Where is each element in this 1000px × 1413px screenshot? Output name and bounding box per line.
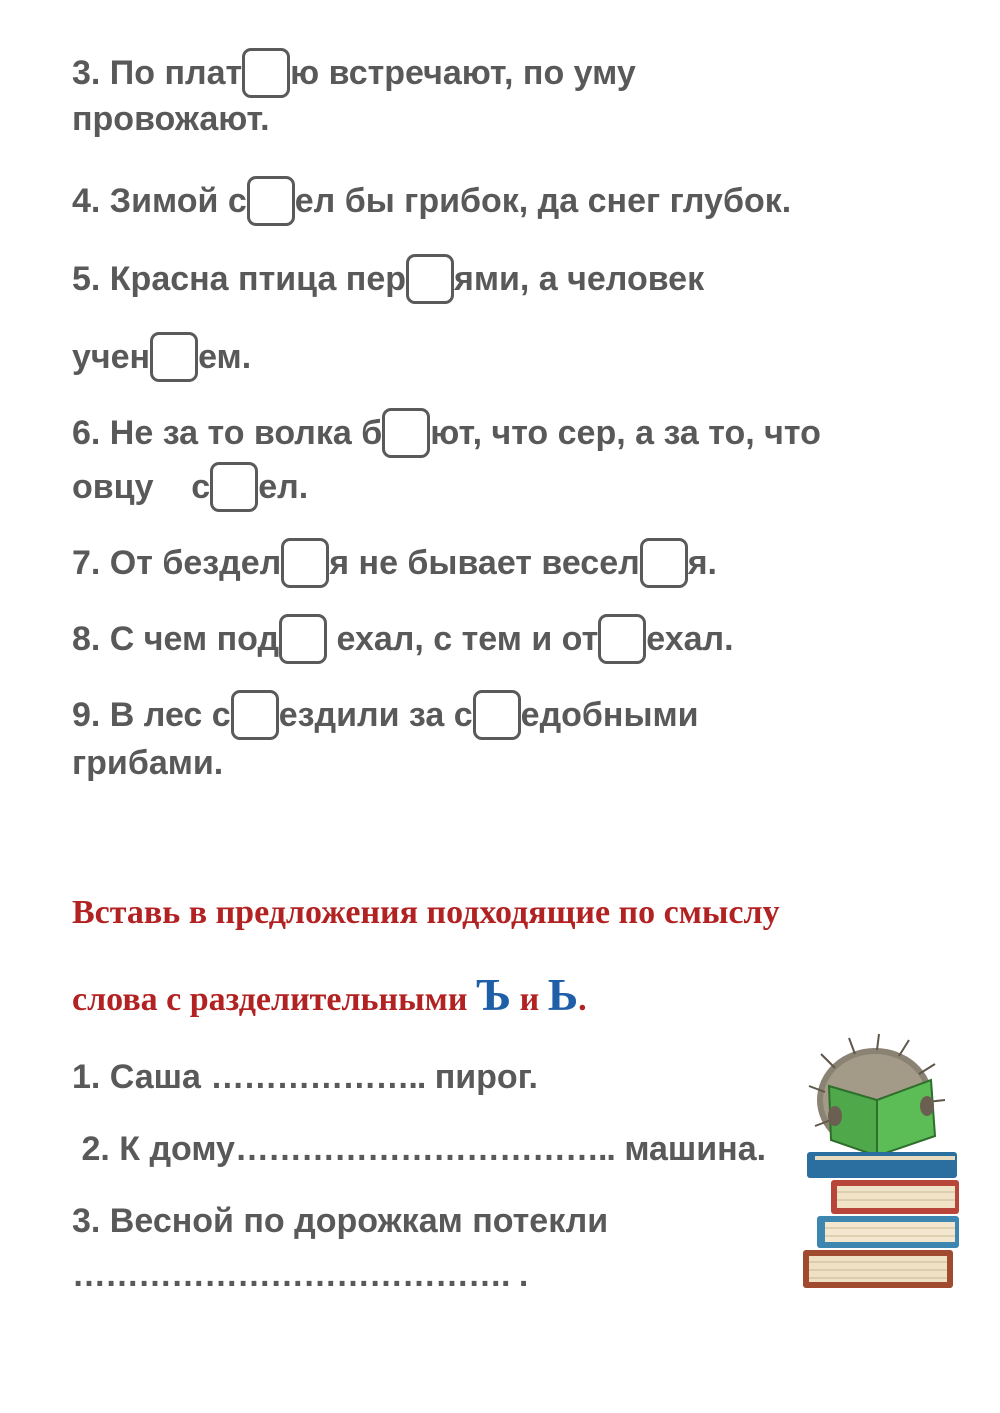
task-text: Вставь в предложения подходящие по смыслу [72, 894, 780, 931]
soft-sign: Ь [547, 969, 579, 1020]
proverb-text: ел бы грибок, да снег глубок. [294, 182, 792, 220]
proverb-9-line-2 [72, 746, 223, 780]
task-text: . [578, 981, 587, 1018]
task-heading-line-1 [72, 896, 780, 930]
hard-sign: Ъ [475, 969, 512, 1020]
proverb-text: 4. Зимой с [72, 182, 247, 220]
proverb-text: ехал. [646, 620, 734, 658]
sentence-1 [72, 1060, 538, 1094]
proverb-text: ями, а человек [454, 260, 705, 298]
proverb-text: учен [72, 338, 151, 376]
proverb-text: провожают. [72, 100, 270, 138]
answer-blank[interactable]: …………………………………. [72, 1256, 510, 1294]
proverb-4-line-1 [72, 176, 791, 226]
proverb-text: ем. [198, 338, 252, 376]
letter-blank[interactable] [242, 48, 290, 98]
proverb-3-line-2 [72, 102, 270, 136]
letter-blank[interactable] [210, 462, 258, 512]
proverb-5-line-1 [72, 254, 704, 304]
letter-blank[interactable] [150, 332, 198, 382]
sentence-text: 3. Весной по дорожкам потекли [72, 1202, 609, 1240]
sentence-3 [72, 1204, 608, 1238]
letter-blank[interactable] [406, 254, 454, 304]
proverb-6-line-1 [72, 408, 821, 458]
sentence-text: 2. К дому [72, 1130, 235, 1168]
proverb-text: я не бывает весел [329, 544, 640, 582]
sentence-text: машина. [614, 1130, 767, 1168]
letter-blank[interactable] [473, 690, 521, 740]
letter-blank[interactable] [598, 614, 646, 664]
proverb-text: 5. Красна птица пер [72, 260, 407, 298]
task-heading-line-2 [72, 969, 587, 1020]
letter-blank[interactable] [640, 538, 688, 588]
proverb-text: овцу с [72, 468, 211, 506]
letter-blank[interactable] [247, 176, 295, 226]
task-text: и [511, 981, 548, 1018]
proverb-text: ю встречают, по уму [290, 54, 636, 92]
sentence-text: пирог. [425, 1058, 538, 1096]
proverb-text: ел. [258, 468, 309, 506]
proverb-text: 7. От бездел [72, 544, 282, 582]
proverb-6-line-2 [72, 462, 308, 512]
proverb-3-line-1 [72, 48, 636, 98]
proverb-text: ездили за с [278, 696, 473, 734]
proverb-text: 8. С чем под [72, 620, 280, 658]
letter-blank[interactable] [382, 408, 430, 458]
proverb-5-line-2 [72, 332, 251, 382]
letter-blank[interactable] [231, 690, 279, 740]
proverb-text: грибами. [72, 744, 224, 782]
proverb-9-line-1 [72, 690, 699, 740]
proverb-text: 6. Не за то волка б [72, 414, 383, 452]
proverb-7-line-1 [72, 538, 717, 588]
answer-blank[interactable]: ……………….. [210, 1058, 426, 1096]
task-text: слова с разделительными [72, 981, 476, 1018]
proverb-text: ехал, с тем и от [327, 620, 599, 658]
letter-blank[interactable] [279, 614, 327, 664]
sentence-text: . [509, 1256, 529, 1294]
letter-blank[interactable] [281, 538, 329, 588]
proverb-8-line-1 [72, 614, 734, 664]
sentence-text: 1. Саша [72, 1058, 211, 1096]
hedgehog-reading-on-books-icon [795, 1028, 970, 1293]
proverb-text: 3. По плат [72, 54, 243, 92]
proverb-text: едобными [520, 696, 699, 734]
proverb-text: 9. В лес с [72, 696, 231, 734]
proverb-text: я. [687, 544, 718, 582]
sentence-2 [72, 1132, 766, 1166]
proverb-text: ют, что сер, а за то, что [430, 414, 821, 452]
answer-blank[interactable]: …………………………….. [234, 1130, 615, 1168]
sentence-3-line-2 [72, 1258, 528, 1292]
